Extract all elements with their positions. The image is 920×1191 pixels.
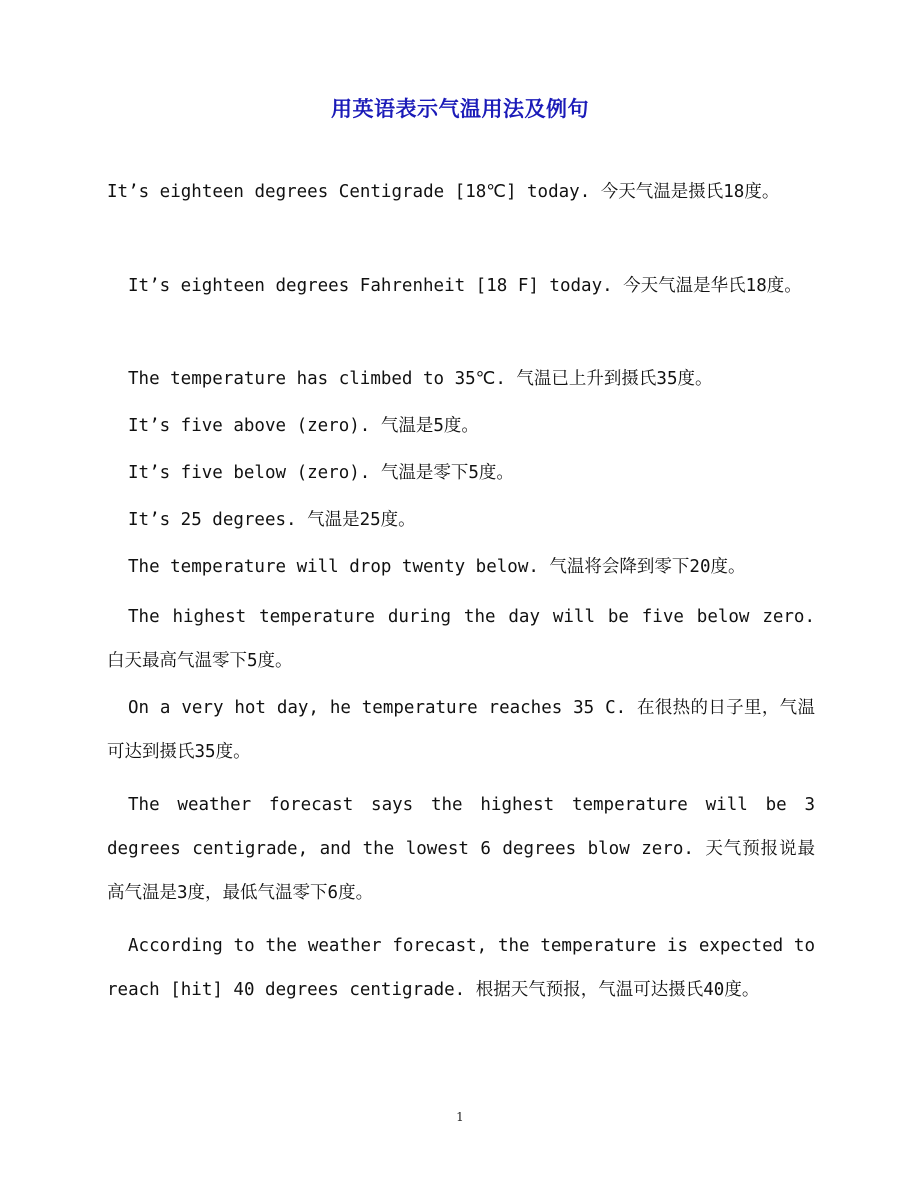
paragraph-6: It’s 25 degrees. 气温是25度。: [128, 510, 416, 530]
paragraph-7: The temperature will drop twenty below. 气温将会降到零下20度。: [128, 557, 746, 577]
paragraph-10: The weather forecast says the highest temperature will be 3 degrees centigrade, and the lowest 6 degrees blow zero. 天气预报说最高气温是3度，最低气温零下6度。: [107, 795, 815, 903]
paragraph-2: It’s eighteen degrees Fahrenheit [18 F] today. 今天气温是华氏18度。: [128, 276, 802, 296]
page-number: 1: [456, 1110, 464, 1124]
paragraph-4: It’s five above (zero). 气温是5度。: [128, 416, 479, 436]
document-title: 用英语表示气温用法及例句: [331, 96, 589, 121]
paragraph-11: According to the weather forecast, the temperature is expected to reach [hit] 40 degrees centigrade. 根据天气预报，气温可达摄氏40度。: [107, 936, 815, 1000]
paragraph-9: On a very hot day, he temperature reaches 35 C. 在很热的日子里，气温可达到摄氏35度。: [107, 698, 815, 762]
paragraph-8: The highest temperature during the day will be five below zero. 白天最高气温零下5度。: [107, 607, 815, 671]
paragraph-3: The temperature has climbed to 35℃. 气温已上升到摄氏35度。: [128, 369, 713, 389]
paragraph-5: It’s five below (zero). 气温是零下5度。: [128, 463, 514, 483]
paragraph-1: It’s eighteen degrees Centigrade [18℃] today. 今天气温是摄氏18度。: [107, 182, 780, 202]
